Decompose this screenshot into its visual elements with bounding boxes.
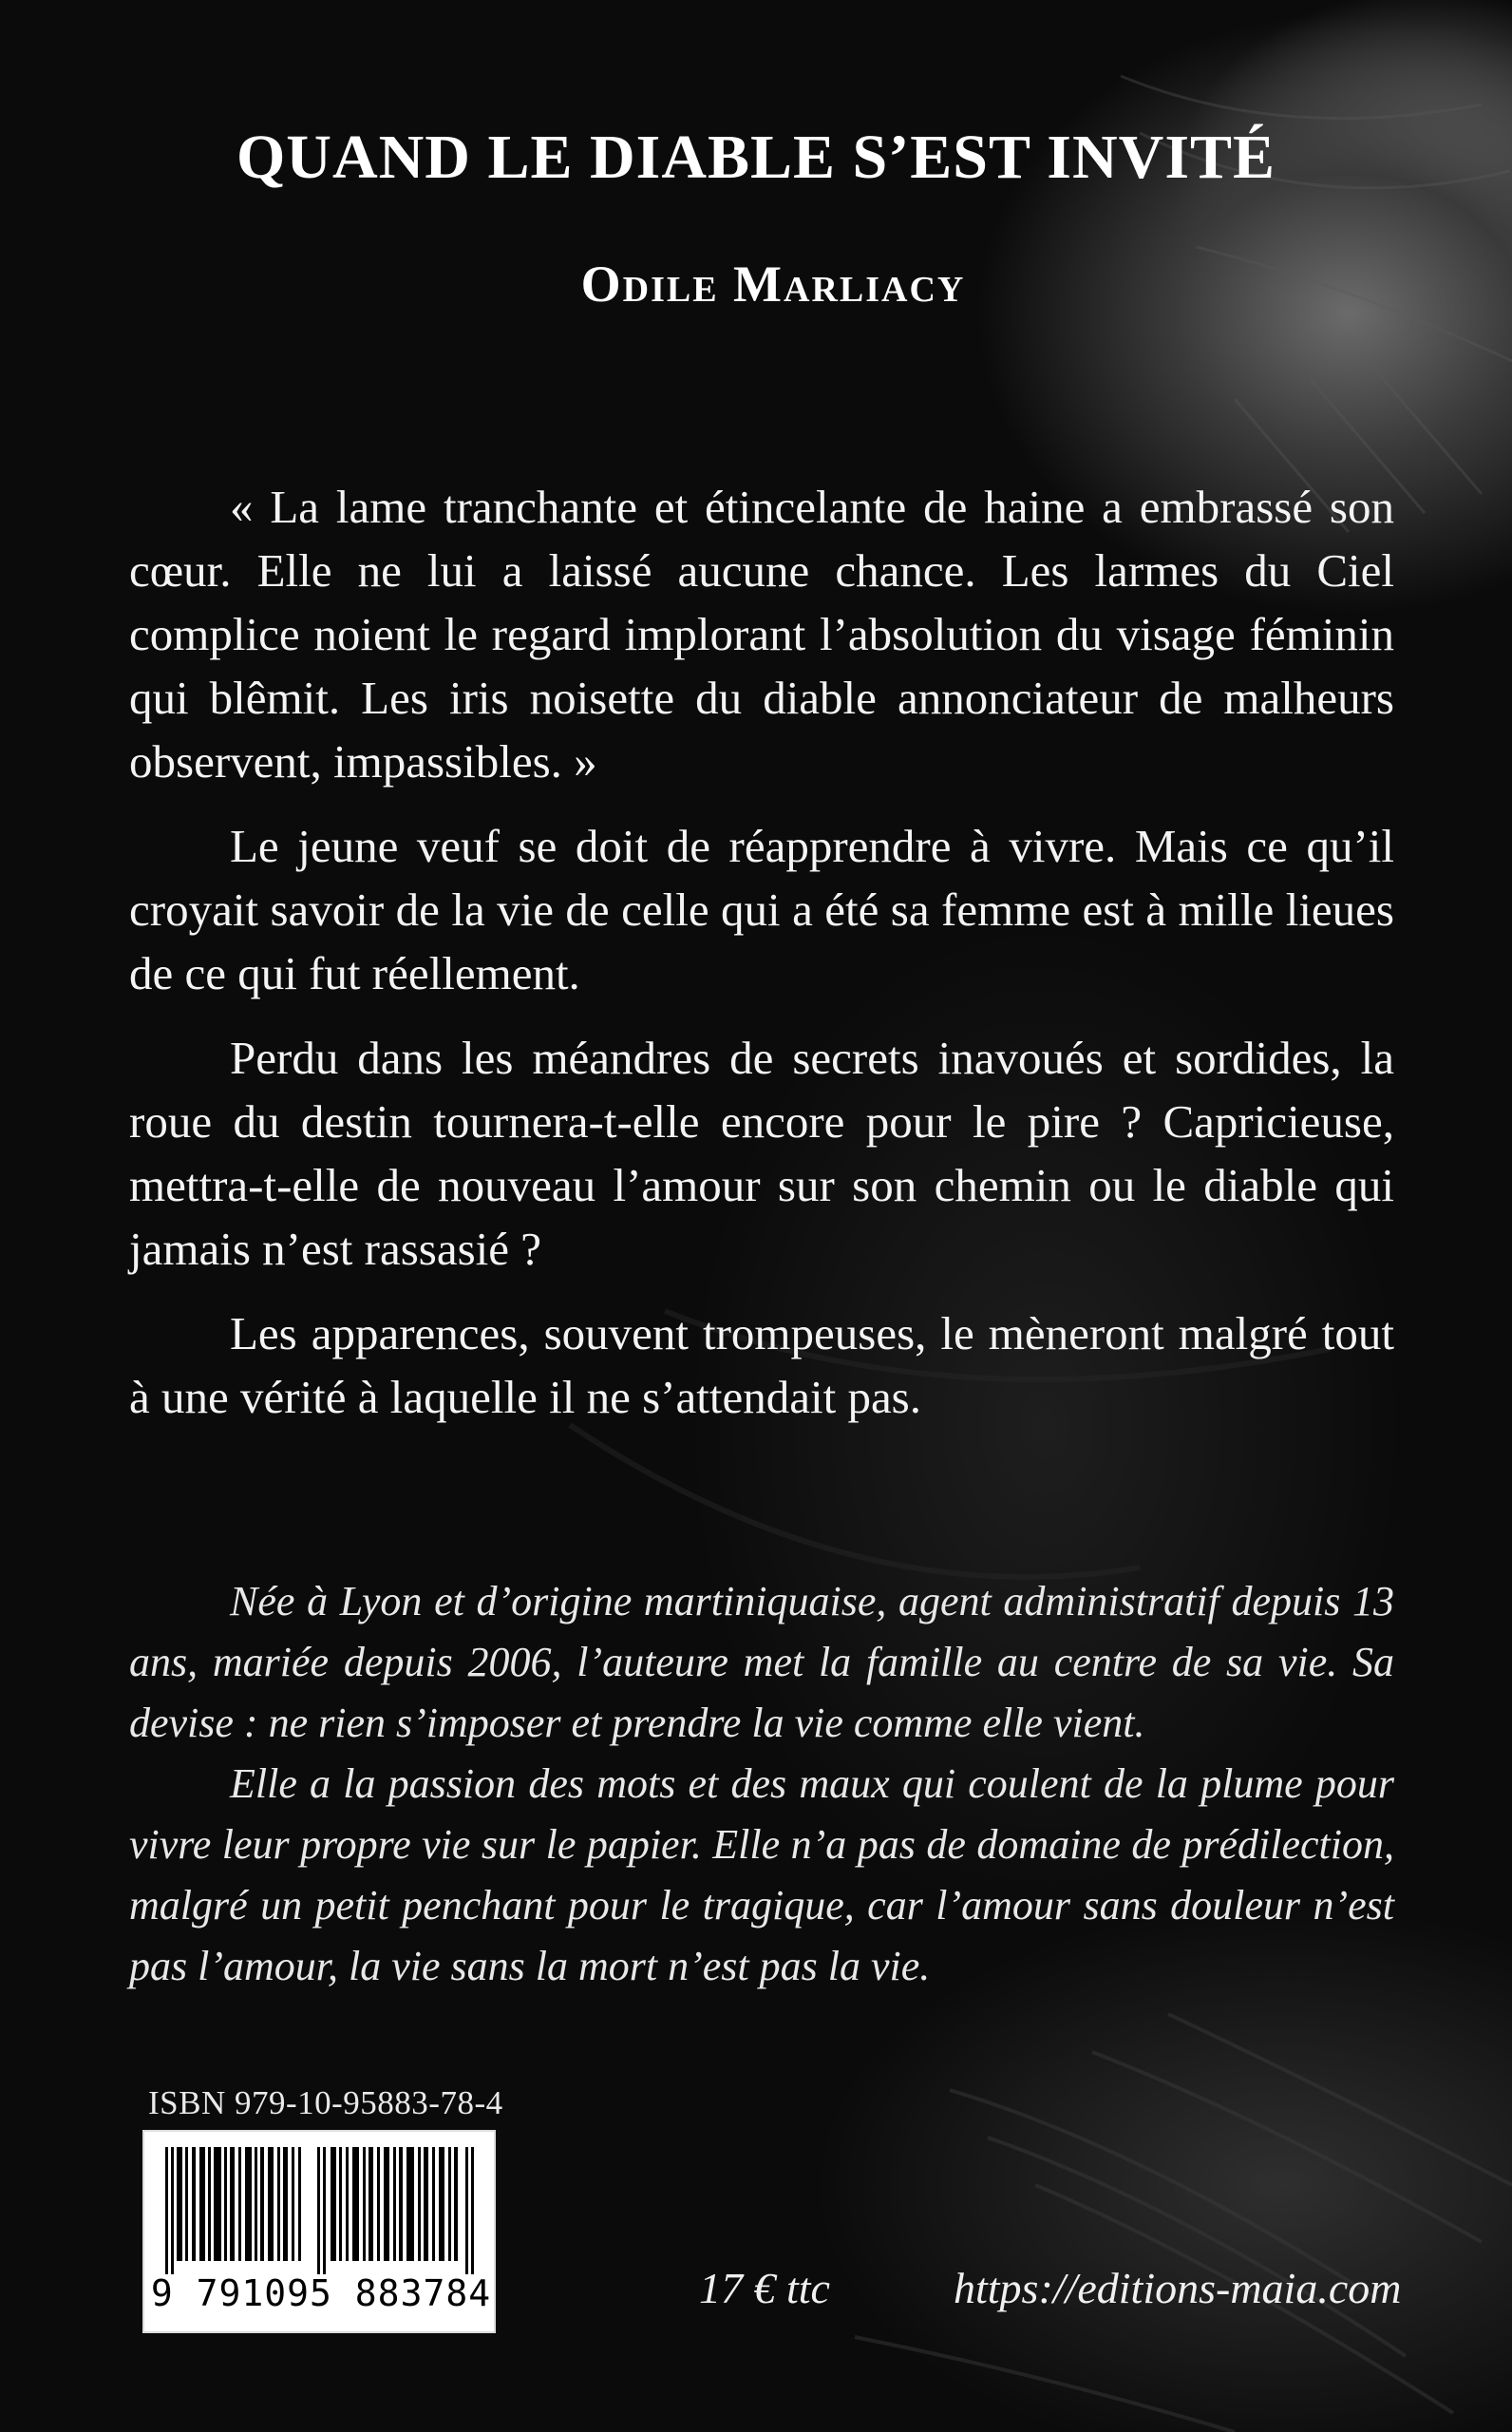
publisher-website: https://editions-maia.com	[954, 2264, 1402, 2312]
bio-paragraph: Elle a la passion des mots et des maux qui coulent de la plume pour vivre leur propre vie sur le papier. Elle n’a pas de domaine de prédilection, malgré un petit penchant pour le tragique, car l’amour sans douleur n’est pas l’amour, la vie sans la mort n’est pas la vie.	[129, 1760, 1394, 1989]
summary-paragraph: Le jeune veuf se doit de réapprendre à vivre. Mais ce qu’il croyait savoir de la vie de celle qui a été sa femme est à mille lieues de ce qui fut réellement.	[129, 820, 1394, 999]
summary-section	[129, 475, 1394, 1450]
author-bio-section	[129, 1571, 1394, 1997]
bio-paragraph: Née à Lyon et d’origine martiniquaise, agent administratif depuis 13 ans, mariée depuis 2006, l’auteure met la famille au centre de sa vie. Sa devise : ne rien s’imposer et prendre la vie comme elle vient.	[129, 1578, 1394, 1746]
summary-paragraph: Perdu dans les méandres de secrets inavoués et sordides, la roue du destin tournera-t-elle encore pour le pire ? Capricieuse, mettra-t-elle de nouveau l’amour sur son chemin ou le diable qui jamais n’est rassasié ?	[129, 1032, 1394, 1275]
barcode-digits: 9 791095 883784	[150, 2272, 492, 2314]
barcode-bars	[165, 2147, 477, 2274]
author-name: Odile Marliacy	[580, 256, 966, 313]
summary-paragraph: « La lame tranchante et étincelante de haine a embrassé son cœur. Elle ne lui a laissé aucune chance. Les larmes du Ciel complice noient le regard implorant l’absolution du visage féminin qui blêmit. Les iris noisette du diable annonciateur de malheurs observent, impassibles. »	[129, 481, 1394, 788]
barcode	[142, 2130, 496, 2333]
price-label: 17 € ttc	[699, 2264, 830, 2312]
isbn-label: ISBN 979-10-95883-78-4	[148, 2084, 503, 2121]
book-title: QUAND LE DIABLE S’EST INVITÉ	[236, 123, 1276, 192]
summary-paragraph: Les apparences, souvent trompeuses, le mèneront malgré tout à une vérité à laquelle il ne s’attendait pas.	[129, 1307, 1394, 1423]
